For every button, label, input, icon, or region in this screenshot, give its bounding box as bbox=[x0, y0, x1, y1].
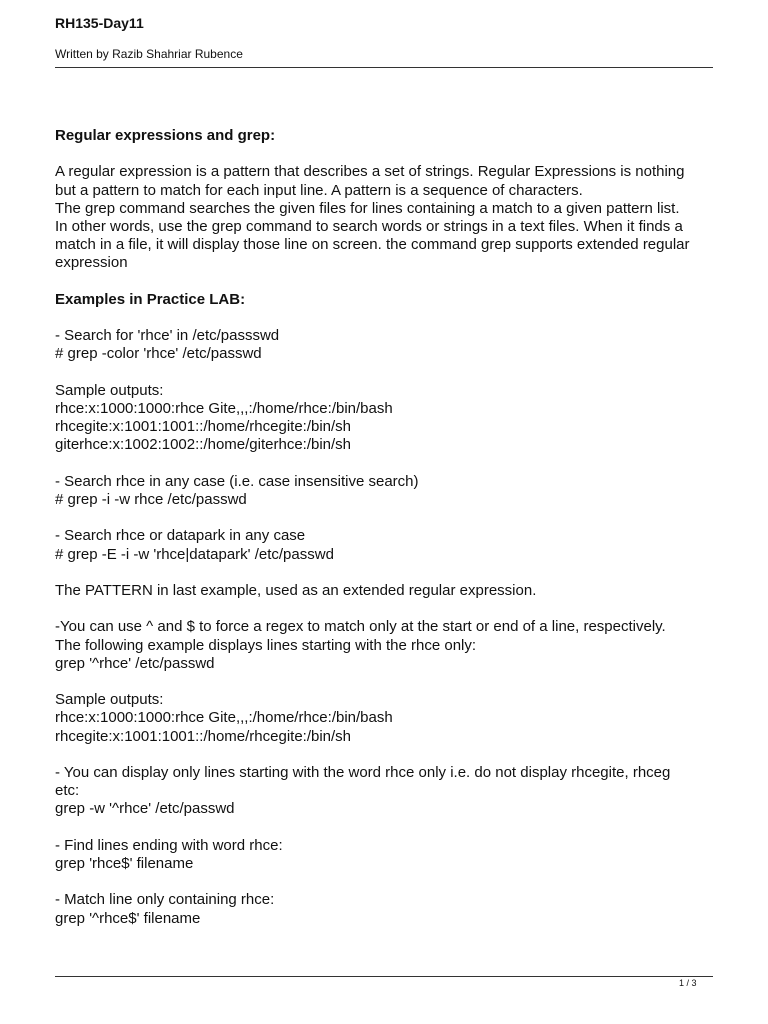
blank-line bbox=[55, 873, 715, 891]
text-line: rhce:x:1000:1000:rhce Gite,,,:/home/rhce:/bin/bash bbox=[55, 709, 393, 727]
header-divider bbox=[55, 67, 713, 68]
text-line: In other words, use the grep command to search words or strings in a text files. When it finds a bbox=[55, 218, 683, 235]
blank-line bbox=[55, 509, 715, 527]
text-line: The grep command searches the given files for lines containing a match to a given pattern list. bbox=[55, 199, 680, 217]
blank-line bbox=[55, 309, 715, 327]
blank-line bbox=[55, 364, 715, 382]
text-line: giterhce:x:1002:1002::/home/giterhce:/bin/sh bbox=[55, 436, 352, 454]
text-line: - Match line only containing rhce: bbox=[55, 891, 275, 909]
text-line: Sample outputs: bbox=[55, 691, 164, 709]
page-number: 1 / 3 bbox=[679, 978, 697, 988]
text-line: match in a file, it will display those line on screen. the command grep supports extended regular bbox=[55, 236, 690, 254]
blank-line bbox=[55, 819, 715, 837]
text-line: - Search rhce in any case (i.e. case insensitive search) bbox=[55, 472, 419, 490]
text-line: grep 'rhce$' filename bbox=[55, 854, 194, 872]
text-line: # grep -i -w rhce /etc/passwd bbox=[55, 490, 247, 508]
text-line: but a pattern to match for each input line. A pattern is a sequence of characters. bbox=[55, 181, 583, 199]
document-body bbox=[55, 127, 715, 928]
footer-divider bbox=[55, 976, 713, 977]
blank-line bbox=[55, 564, 715, 582]
text-line: The PATTERN in last example, used as an extended regular expression. bbox=[55, 581, 537, 599]
text-line: - Find lines ending with word rhce: bbox=[55, 836, 283, 854]
blank-line bbox=[55, 145, 715, 163]
header-author: Written by Razib Shahriar Rubence bbox=[55, 47, 243, 61]
text-line: rhcegite:x:1001:1001::/home/rhcegite:/bin/sh bbox=[55, 727, 352, 745]
text-line: # grep -E -i -w 'rhce|datapark' /etc/passwd bbox=[55, 545, 334, 563]
text-line: The following example displays lines starting with the rhce only: bbox=[55, 636, 477, 654]
text-line: grep '^rhce' /etc/passwd bbox=[55, 654, 215, 672]
text-line: rhce:x:1000:1000:rhce Gite,,,:/home/rhce:/bin/bash bbox=[55, 399, 393, 417]
header-title: RH135-Day11 bbox=[55, 15, 144, 31]
blank-line bbox=[55, 600, 715, 618]
text-line: -You can use ^ and $ to force a regex to match only at the start or end of a line, respectively. bbox=[55, 618, 666, 636]
text-line: # grep -color 'rhce' /etc/passwd bbox=[55, 345, 262, 363]
text-line: grep -w '^rhce' /etc/passwd bbox=[55, 800, 235, 818]
blank-line bbox=[55, 455, 715, 473]
text-line: Sample outputs: bbox=[55, 381, 164, 399]
section-heading: Regular expressions and grep: bbox=[55, 127, 276, 144]
text-line: - You can display only lines starting with the word rhce only i.e. do not display rhcegite, rhceg bbox=[55, 763, 671, 781]
blank-line bbox=[55, 273, 715, 291]
text-line: etc: bbox=[55, 782, 80, 800]
text-line: - Search rhce or datapark in any case bbox=[55, 527, 306, 545]
text-line: rhcegite:x:1001:1001::/home/rhcegite:/bin/sh bbox=[55, 418, 352, 436]
text-line: A regular expression is a pattern that describes a set of strings. Regular Expressions is nothing bbox=[55, 163, 685, 181]
text-line: - Search for 'rhce' in /etc/passswd bbox=[55, 327, 280, 345]
section-heading: Examples in Practice LAB: bbox=[55, 290, 246, 308]
text-line: grep '^rhce$' filename bbox=[55, 909, 201, 927]
text-line: expression bbox=[55, 254, 128, 272]
blank-line bbox=[55, 746, 715, 764]
blank-line bbox=[55, 673, 715, 691]
